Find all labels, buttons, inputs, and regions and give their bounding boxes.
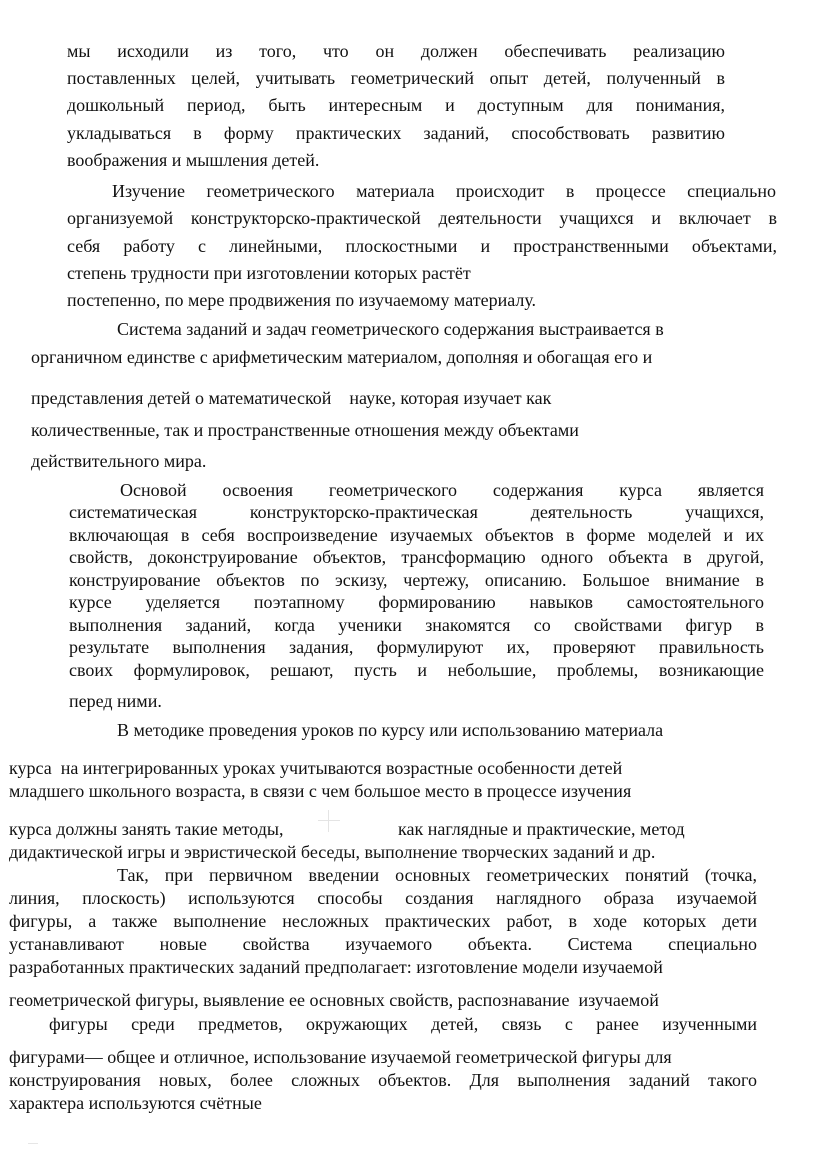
text-line: курсе уделяется поэтапному формированию навыков самостоятельного — [69, 592, 764, 612]
text-line: представления детей о математической науке, которая изучает как — [31, 388, 552, 408]
text-line: включающая в себя воспроизведение изучаемых объектов в форме моделей и их — [69, 525, 764, 545]
text-line: конструирование объектов по эскизу, чертежу, описанию. Большое внимание в — [69, 570, 764, 590]
text-line: организуемой конструкторско-практической деятельности учащихся и включает в — [67, 208, 777, 228]
text-line: В методике проведения уроков по курсу или использованию материала — [117, 720, 664, 740]
text-line: действительного мира. — [31, 451, 207, 471]
text-line: младшего школьного возраста, в связи с чем большое место в процессе изучения — [9, 781, 632, 801]
text-line: выполнения заданий, когда ученики знакомятся со свойствами фигур в — [69, 615, 764, 635]
text-line: курса должны занять такие методы, — [9, 819, 284, 839]
text-line: укладываться в форму практических заданий, способствовать развитию — [67, 123, 725, 143]
text-line: характера используются счётные — [9, 1093, 262, 1113]
text-line: результате выполнения задания, формулируют их, проверяют правильность — [69, 637, 764, 657]
text-line: геометрической фигуры, выявление ее основных свойств, распознавание изучаемой — [9, 990, 659, 1010]
text-line: дошкольный период, быть интересным и доступным для понимания, — [67, 95, 725, 115]
text-line: систематическая конструкторско-практическая деятельность учащихся, — [69, 502, 764, 522]
text-line: количественные, так и пространственные отношения между объектами — [31, 420, 579, 440]
text-line: воображения и мышления детей. — [67, 150, 320, 170]
text-line: мы исходили из того, что он должен обеспечивать реализацию — [67, 41, 725, 61]
text-line: устанавливают новые свойства изучаемого объекта. Система специально — [9, 934, 757, 954]
text-line: степень трудности при изготовлении которых растёт — [67, 263, 471, 283]
text-line: фигуры, а также выполнение несложных практических работ, в ходе которых дети — [9, 911, 757, 931]
text-line: перед ними. — [69, 691, 162, 711]
text-line: органичном единстве с арифметическим материалом, дополняя и обогащая его и — [31, 347, 653, 367]
text-line: линия, плоскость) используются способы создания наглядного образа изучаемой — [9, 888, 757, 908]
scan-mark — [28, 1143, 38, 1144]
text-line: дидактической игры и эвристической беседы, выполнение творческих заданий и др. — [9, 842, 656, 862]
text-line: как наглядные и практические, метод — [398, 819, 685, 839]
text-line: фигуры среди предметов, окружающих детей, связь с ранее изученными — [49, 1014, 757, 1034]
text-line: себя работу с линейными, плоскостными и пространственными объектами, — [67, 236, 777, 256]
text-line: своих формулировок, решают, пусть и небольшие, проблемы, возникающие — [69, 660, 764, 680]
text-line: Основой освоения геометрического содержания курса является — [120, 480, 764, 500]
text-line: фигурами— общее и отличное, использование изучаемой геометрической фигуры для — [9, 1047, 672, 1067]
text-line: Система заданий и задач геометрического содержания выстраивается в — [117, 319, 664, 339]
text-line: Так, при первичном введении основных геометрических понятий (точка, — [117, 865, 757, 885]
crosshair-mark — [318, 810, 340, 832]
text-line: конструирования новых, более сложных объектов. Для выполнения заданий такого — [9, 1070, 757, 1090]
text-line: свойств, доконструирование объектов, трансформацию одного объекта в другой, — [69, 547, 764, 567]
text-line: курса на интегрированных уроках учитываются возрастные особенности детей — [9, 758, 623, 778]
text-line: разработанных практических заданий предполагает: изготовление модели изучаемой — [9, 957, 663, 977]
text-line: постепенно, по мере продвижения по изучаемому материалу. — [67, 290, 537, 310]
text-line: поставленных целей, учитывать геометрический опыт детей, полученный в — [67, 68, 725, 88]
text-line: Изучение геометрического материала происходит в процессе специально — [112, 181, 776, 201]
